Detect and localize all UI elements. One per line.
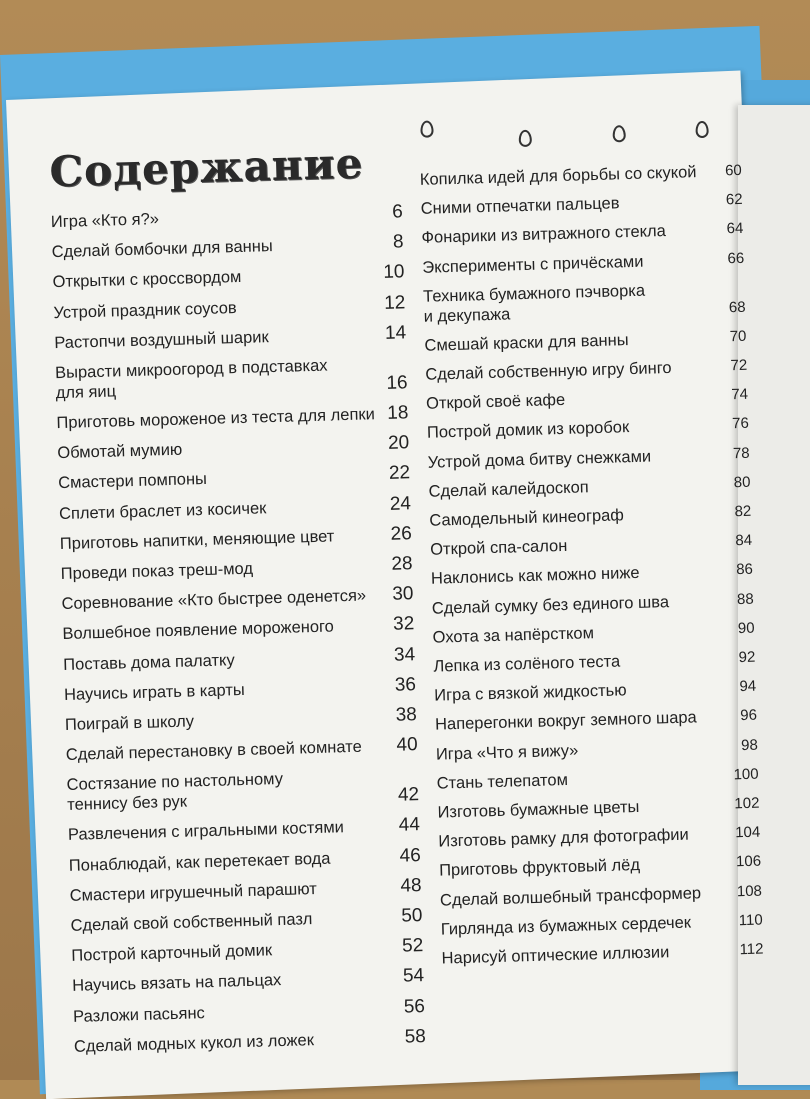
- contents-entry: [441, 910, 763, 939]
- entry-title: Вырасти микроогород в подставках для яиц: [54, 356, 328, 403]
- entry-title: Наклонись как можно ниже: [430, 564, 640, 589]
- entry-page-number: 32: [392, 613, 415, 636]
- entry-title: Приготовь напитки, меняющие цвет: [59, 527, 335, 553]
- entry-title: Сделай свой собственный пазл: [70, 910, 313, 935]
- entry-title: Растопчи воздушный шарик: [54, 327, 269, 352]
- entry-page-number: 102: [734, 794, 760, 813]
- entry-title: Построй карточный домик: [71, 941, 273, 966]
- contents-entry: [53, 293, 405, 323]
- entry-title: Проведи показ треш-мод: [60, 559, 254, 584]
- entry-title: Стань телепатом: [436, 770, 569, 793]
- entry-title: Игра с вязкой жидкостью: [434, 681, 627, 705]
- entry-page-number: 110: [738, 911, 763, 930]
- contents-entry: [65, 705, 417, 735]
- entry-title: Техника бумажного пэчворка и декупажа: [422, 281, 646, 326]
- entry-page-number: 90: [737, 619, 755, 637]
- entry-title: Устрой дома битву снежками: [427, 447, 652, 472]
- entry-page-number: 48: [400, 874, 422, 897]
- entry-page-number: 28: [391, 553, 413, 575]
- contents-entry: [63, 645, 415, 675]
- contents-entry: [57, 433, 409, 463]
- contents-entry: [66, 735, 418, 765]
- entry-title: Смастери игрушечный парашют: [69, 879, 318, 905]
- contents-entry: [66, 766, 419, 816]
- entry-page-number: 54: [402, 965, 425, 988]
- entry-page-number: 8: [392, 231, 404, 253]
- entry-title: Научись играть в карты: [63, 680, 246, 704]
- entry-page-number: 82: [734, 502, 752, 521]
- contents-entry: [434, 677, 756, 706]
- page-title: Содержание: [48, 138, 364, 197]
- entry-page-number: 16: [386, 372, 408, 394]
- entry-title: Сделай собственную игру бинго: [425, 358, 672, 384]
- entry-page-number: 72: [730, 356, 748, 375]
- drop-icon: [420, 120, 433, 137]
- contents-entry: [439, 852, 761, 881]
- entry-page-number: 100: [733, 765, 759, 784]
- drop-icon: [612, 125, 625, 142]
- contents-entry: [438, 823, 760, 852]
- entry-title: Наперегонки вокруг земного шара: [434, 708, 697, 735]
- contents-entry: [433, 648, 755, 677]
- entry-page-number: 14: [384, 322, 407, 344]
- contents-entry: [420, 161, 742, 190]
- contents-entry: [425, 356, 747, 385]
- entry-page-number: 50: [401, 905, 423, 927]
- entry-title: Научись вязать на пальцах: [72, 971, 282, 996]
- entry-page-number: 44: [398, 814, 421, 837]
- entry-title: Копилка идей для борьбы со скукой: [419, 163, 697, 189]
- entry-page-number: 94: [739, 677, 757, 696]
- entry-page-number: 108: [736, 882, 763, 900]
- entry-title: Изготовь бумажные цветы: [437, 797, 640, 822]
- entry-page-number: 40: [396, 734, 418, 756]
- entry-page-number: 106: [735, 852, 762, 871]
- contents-entry: [56, 403, 408, 433]
- entry-title: Сними отпечатки пальцев: [420, 194, 620, 219]
- entry-page-number: 34: [393, 643, 416, 666]
- entry-page-number: 38: [395, 704, 418, 726]
- contents-entry: [51, 233, 403, 263]
- entry-title: Состязание по настольному теннису без рук: [66, 770, 284, 815]
- entry-title: Лепка из солёного теста: [433, 652, 621, 676]
- contents-entry: [436, 764, 758, 793]
- entry-title: Открытки с кроссвордом: [52, 268, 242, 292]
- contents-entry: [54, 323, 406, 353]
- entry-page-number: 20: [387, 432, 410, 455]
- entry-title: Волшебное появление мороженого: [62, 617, 335, 644]
- entry-title: Смастери помпоны: [57, 470, 208, 493]
- contents-entry: [68, 816, 420, 846]
- contents-entry: [69, 846, 421, 876]
- entry-title: Сделай бомбочки для ванны: [51, 237, 273, 262]
- table-of-contents: [20, 98, 766, 1058]
- entry-title: Обмотай мумию: [57, 440, 183, 463]
- entry-title: Устрой праздник соусов: [53, 298, 237, 322]
- contents-entry: [428, 473, 750, 502]
- contents-entry: [70, 906, 422, 936]
- entry-title: Понаблюдай, как перетекает вода: [68, 849, 331, 875]
- entry-title: Охота за напёрстком: [432, 623, 595, 647]
- contents-entry: [424, 327, 746, 356]
- contents-entry: [440, 881, 762, 910]
- entry-page-number: 24: [389, 492, 412, 515]
- entry-title: Разложи пасьянс: [72, 1003, 206, 1026]
- entry-title: Эксперименты с причёсками: [422, 252, 644, 277]
- contents-entry: [432, 589, 754, 618]
- contents-entry: [55, 353, 408, 403]
- entry-page-number: 80: [733, 473, 751, 492]
- entry-page-number: 70: [729, 327, 747, 346]
- contents-entry: [72, 966, 424, 996]
- entry-page-number: 68: [728, 298, 746, 317]
- contents-entry: [64, 675, 416, 705]
- entry-page-number: 18: [386, 402, 409, 424]
- contents-entry: [59, 494, 411, 524]
- drop-icon: [519, 130, 532, 147]
- contents-entry: [435, 706, 757, 735]
- contents-entry: [430, 531, 752, 560]
- entry-page-number: 30: [392, 583, 414, 605]
- contents-entry: [431, 560, 753, 589]
- entry-page-number: 26: [390, 523, 413, 545]
- entry-page-number: 84: [735, 531, 753, 550]
- contents-entry: [423, 278, 746, 327]
- contents-entry: [427, 414, 749, 443]
- contents-entry: [441, 940, 763, 969]
- contents-entry: [69, 876, 421, 906]
- entry-title: Соревнование «Кто быстрее оденется»: [61, 586, 367, 614]
- contents-entry: [60, 554, 412, 584]
- entry-title: Поставь дома палатку: [63, 650, 235, 674]
- entry-title: Фонарики из витражного стекла: [421, 222, 667, 248]
- entry-page-number: 66: [727, 249, 745, 267]
- entry-page-number: 42: [397, 784, 420, 807]
- contents-entry: [58, 464, 410, 494]
- contents-entry: [421, 219, 743, 248]
- entry-title: Сплети браслет из косичек: [58, 498, 267, 523]
- entry-title: Сделай модных кукол из ложек: [73, 1030, 315, 1056]
- contents-entry: [60, 524, 412, 554]
- entry-title: Сделай волшебный трансформер: [439, 883, 702, 910]
- entry-page-number: 78: [732, 444, 750, 462]
- contents-column-2: [419, 161, 764, 968]
- entry-title: Приготовь мороженое из теста для лепки: [56, 405, 376, 433]
- drop-icon: [695, 121, 708, 138]
- contents-entry: [437, 794, 759, 823]
- contents-entry: [426, 385, 748, 414]
- entry-page-number: 52: [401, 935, 424, 957]
- entry-page-number: 92: [738, 648, 756, 667]
- entry-title: Сделай калейдоскоп: [428, 478, 589, 501]
- entry-title: Открой спа-салон: [429, 537, 568, 559]
- entry-title: Игра «Кто я?»: [50, 210, 160, 232]
- entry-title: Игра «Что я вижу»: [435, 741, 579, 764]
- entry-title: Открой своё кафе: [425, 391, 566, 413]
- entry-page-number: 22: [388, 462, 411, 485]
- entry-page-number: 104: [734, 823, 761, 842]
- contents-entry: [432, 618, 754, 647]
- entry-page-number: 64: [726, 220, 744, 238]
- entry-page-number: 58: [404, 1025, 427, 1048]
- entry-page-number: 86: [735, 561, 754, 579]
- contents-entry: [436, 735, 758, 764]
- entry-title: Приготовь фруктовый лёд: [438, 856, 641, 880]
- contents-entry: [420, 190, 742, 219]
- entry-page-number: 62: [725, 191, 743, 209]
- entry-page-number: 10: [383, 261, 405, 284]
- entry-title: Самодельный кинеограф: [429, 506, 625, 530]
- contents-entry: [61, 584, 413, 614]
- contents-entry: [62, 615, 414, 645]
- entry-title: Сделай сумку без единого шва: [431, 592, 670, 618]
- entry-title: Построй домик из коробок: [426, 418, 630, 443]
- contents-entry: [73, 997, 425, 1027]
- entry-page-number: 56: [403, 995, 426, 1018]
- contents-entry: [51, 202, 403, 232]
- entry-page-number: 36: [394, 673, 417, 696]
- entry-page-number: 6: [391, 201, 404, 223]
- entry-page-number: 112: [739, 940, 764, 959]
- entry-page-number: 96: [740, 707, 758, 725]
- contents-entry: [422, 248, 744, 277]
- entry-page-number: 76: [731, 415, 750, 433]
- contents-column-1: [50, 201, 427, 1056]
- contents-entry: [427, 443, 749, 472]
- entry-title: Смешай краски для ванны: [424, 330, 629, 355]
- contents-entry: [71, 936, 423, 966]
- entry-page-number: 74: [731, 385, 749, 404]
- entry-title: Поиграй в школу: [64, 712, 195, 734]
- entry-title: Развлечения с игральными костями: [67, 818, 345, 845]
- contents-entry: [52, 263, 404, 293]
- entry-title: Нарисуй оптические иллюзии: [441, 943, 670, 968]
- entry-page-number: 46: [399, 844, 422, 867]
- entry-page-number: 60: [724, 161, 742, 180]
- contents-entry: [429, 502, 751, 531]
- entry-page-number: 12: [383, 291, 406, 314]
- entry-title: Изготовь рамку для фотографии: [438, 825, 689, 851]
- entry-title: Сделай перестановку в своей комнате: [65, 737, 363, 765]
- entry-page-number: 88: [736, 590, 754, 608]
- entry-page-number: 98: [740, 736, 759, 754]
- entry-title: Гирлянда из бумажных сердечек: [440, 913, 692, 939]
